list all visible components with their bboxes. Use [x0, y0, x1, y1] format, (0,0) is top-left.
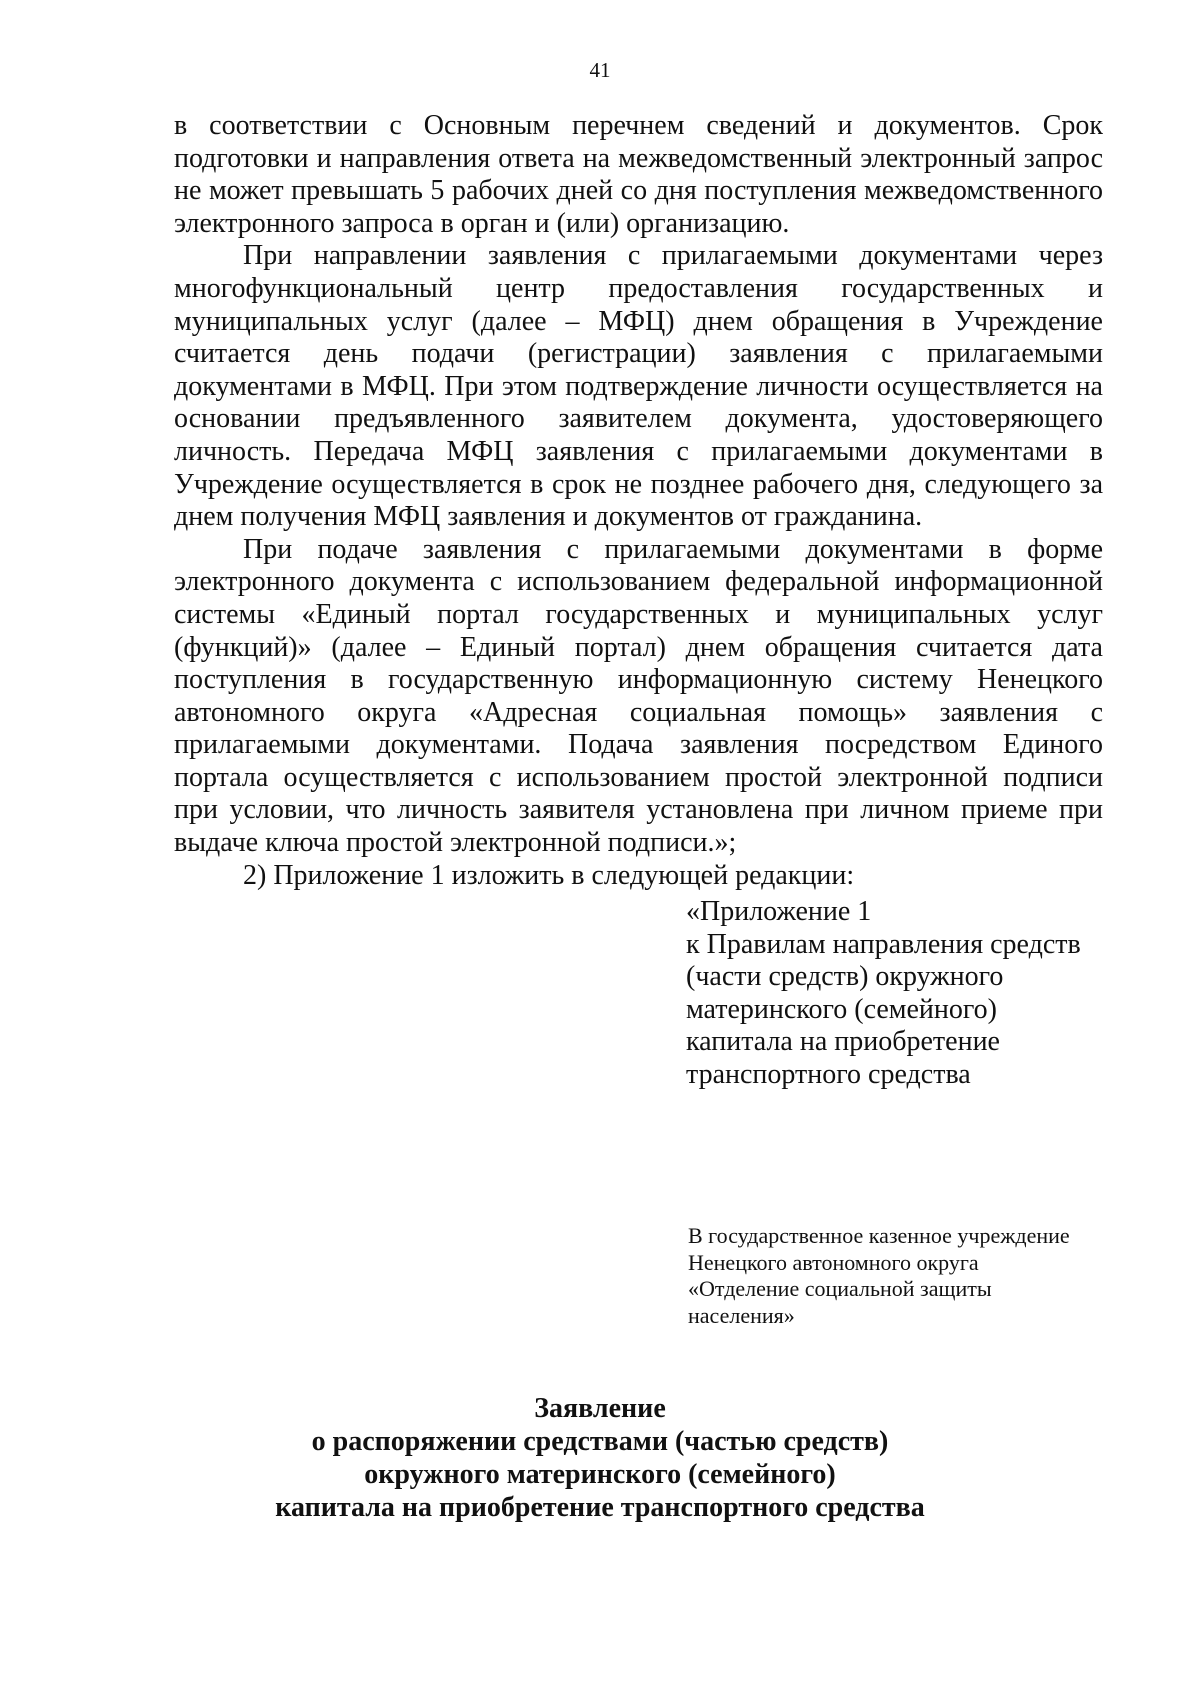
appendix-line: материнского (семейного) — [686, 993, 998, 1025]
appendix-line: транспортного средства — [686, 1058, 971, 1090]
title-line: о распоряжении средствами (частью средств) — [311, 1426, 889, 1457]
paragraph-portal: При подаче заявления с прилагаемыми документами в форме электронного документа с использованием федеральной информационной системы «Единый портал государственных и муниципальных услуг (функций)» (далее – Единый портал) днем обращения считается дата поступления в государственную информационную систему Ненецкого автономного округа «Адресная социальная помощь» заявления с прилагаемыми документами. Подача заявления посредством Единого портала осуществляется с использованием простой электронной подписи при условии, что личность заявителя установлена при личном приеме при выдаче ключа простой электронной подписи.»; — [174, 533, 1103, 859]
recipient-line: «Отделение социальной защиты — [688, 1276, 992, 1301]
paragraph-amendment: 2) Приложение 1 изложить в следующей редакции: — [243, 859, 855, 891]
title-line: капитала на приобретение транспортного средства — [275, 1492, 925, 1523]
title-line: Заявление — [534, 1393, 666, 1424]
paragraph-continuation: в соответствии с Основным перечнем сведений и документов. Срок подготовки и направления ответа на межведомственный электронный запрос не может превышать 5 рабочих дней со дня поступления межведомственного электронного запроса в орган и (или) организацию. — [174, 110, 1103, 239]
appendix-line: (части средств) окружного — [686, 961, 1004, 993]
recipient-line: населения» — [688, 1302, 795, 1328]
recipient-line: В государственное казенное учреждение — [688, 1223, 1070, 1248]
recipient-line: Ненецкого автономного округа — [688, 1249, 979, 1275]
recipient-block — [688, 1223, 1108, 1329]
title-line: окружного материнского (семейного) — [364, 1459, 836, 1490]
appendix-header — [686, 896, 1106, 1092]
appendix-line: «Приложение 1 — [686, 896, 872, 927]
body-text — [174, 110, 1103, 892]
page-number: 41 — [589, 58, 611, 82]
document-title — [0, 1392, 1200, 1524]
paragraph-mfc: При направлении заявления с прилагаемыми документами через многофункциональный центр предоставления государственных и муниципальных услуг (далее – МФЦ) днем обращения в Учреждение считается день подачи (регистрации) заявления с прилагаемыми документами в МФЦ. При этом подтверждение личности осуществляется на основании предъявленного заявителем документа, удостоверяющего личность. Передача МФЦ заявления с прилагаемыми документами в Учреждение осуществляется в срок не позднее рабочего дня, следующего за днем получения МФЦ заявления и документов от гражданина. — [174, 240, 1103, 533]
appendix-line: капитала на приобретение — [686, 1026, 1000, 1058]
appendix-line: к Правилам направления средств — [686, 928, 1081, 960]
